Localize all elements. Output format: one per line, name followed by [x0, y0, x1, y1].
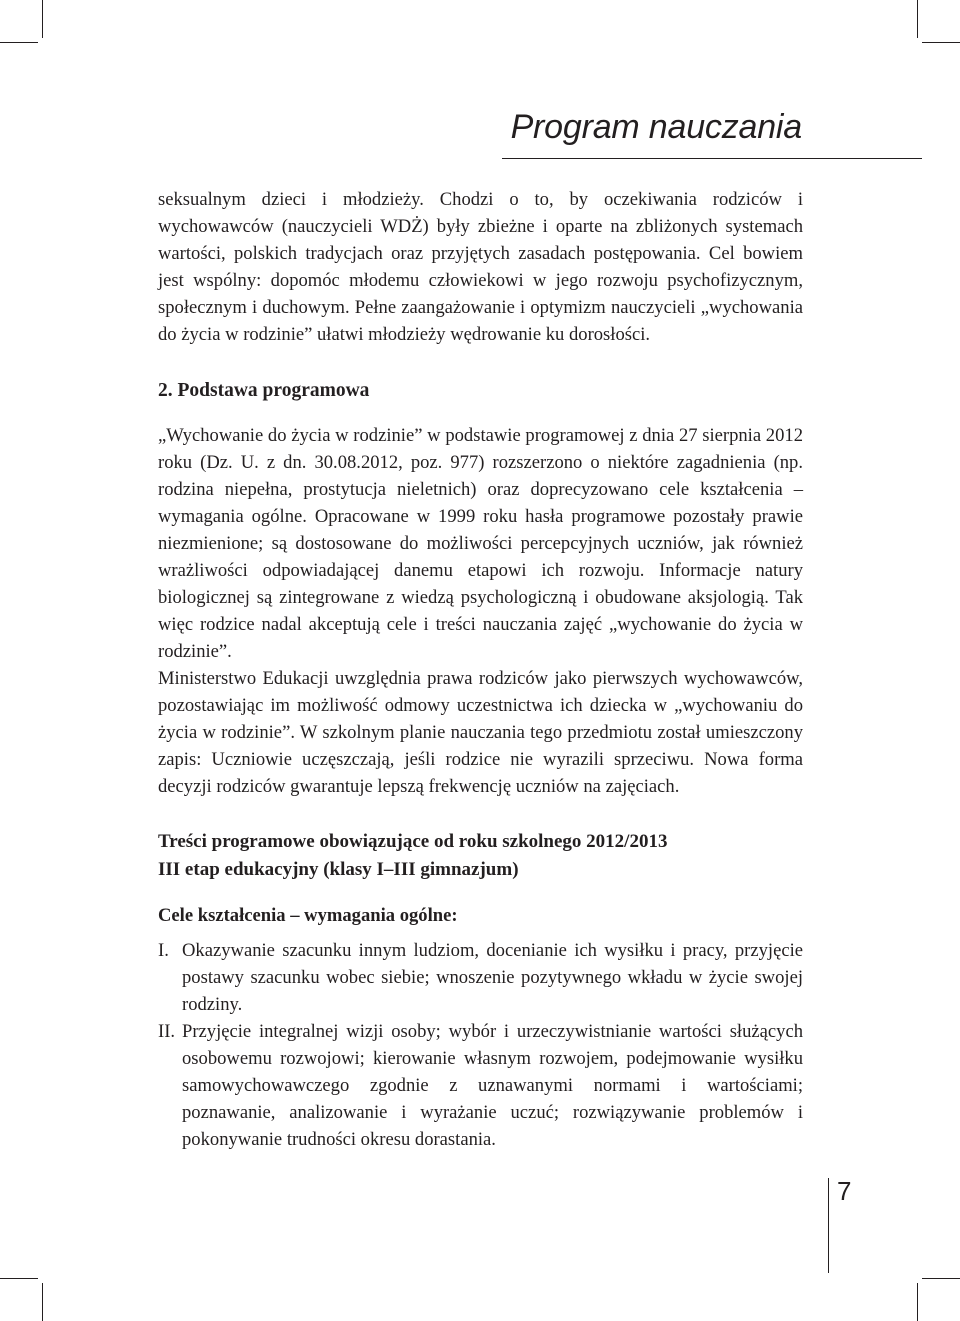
section-paragraph: Ministerstwo Edukacji uwzględnia prawa rodziców jako pierwszych wychowawców, pozostawiając im możliwość odmowy uczestnictwa ich dziecka w „wychowaniu do życia w rodzinie”. W szkolnym planie nauczania tego przedmiotu został umieszczony zapis: Uczniowie uczęszczają, jeśli rodzice nie wyrazili sprzeciwu. Nowa forma decyzji rodziców gwarantuje lepszą frekwencję uczniów na zajęciach. — [158, 668, 803, 797]
crop-mark-bottom-left-vertical — [42, 1283, 43, 1321]
page-content — [158, 186, 803, 1153]
header-rule — [502, 158, 922, 159]
list-item-marker: I. — [158, 940, 169, 961]
crop-mark-bottom-right-horizontal — [922, 1278, 960, 1279]
crop-mark-bottom-left-horizontal — [0, 1278, 38, 1279]
page-number-rule — [828, 1178, 829, 1273]
crop-mark-top-right-vertical — [917, 0, 918, 38]
section-paragraph: „Wychowanie do życia w rodzinie” w podstawie programowej z dnia 27 sierpnia 2012 roku (Dz. U. z dn. 30.08.2012, poz. 977) rozszerzono o niektóre zagadnienia (np. rodzina niepełna, prostytucja nieletnich) oraz doprecyzowano cele kształcenia – wymagania ogólne. Opracowane w 1999 roku hasła programowe pozostały prawie niezmienione; są dostosowane do możliwości percepcyjnych uczniów, jak również wrażliwości odpowiadającej danemu etapowi ich rozwoju. Informacje natury biologicznej są zintegrowane z wiedzą psychologiczną i obudowane aksjologią. Tak więc rodzice nadal akceptują cele i treści nauczania zajęć „wychowanie do życia w rodzinie”. — [158, 425, 803, 662]
page-number: 7 — [837, 1176, 852, 1206]
program-heading — [158, 828, 803, 884]
program-heading-line: Treści programowe obowiązujące od roku szkolnego 2012/2013 — [158, 831, 668, 852]
list-item-text: Okazywanie szacunku innym ludziom, docenianie ich wysiłku i pracy, przyjęcie postawy szacunku wobec siebie; wnoszenie pozytywnego wkładu w życie swojej rodziny. — [182, 940, 803, 1015]
section-heading: 2. Podstawa programowa — [158, 380, 370, 401]
goals-heading: Cele kształcenia – wymagania ogólne: — [158, 905, 458, 926]
goals-list — [158, 937, 803, 1153]
crop-mark-top-left-horizontal — [0, 42, 38, 43]
list-item — [158, 1018, 803, 1153]
list-item — [158, 937, 803, 1018]
program-heading-line: III etap edukacyjny (klasy I–III gimnazjum) — [158, 859, 519, 880]
list-item-marker: II. — [158, 1021, 176, 1042]
intro-paragraph: seksualnym dzieci i młodzieży. Chodzi o to, by oczekiwania rodziców i wychowawców (nauczycieli WDŻ) były zbieżne i oparte na zbliżonych systemach wartości, polskich tradycjach oraz przyjętych zasadach postępowania. Cel bowiem jest wspólny: dopomóc młodemu człowiekowi w jego rozwoju psychofizycznym, społecznym i duchowym. Pełne zaangażowanie i optymizm nauczycieli „wychowania do życia w rodzinie” ułatwi młodzieży wędrowanie ku dorosłości. — [158, 189, 803, 345]
crop-mark-top-left-vertical — [42, 0, 43, 38]
list-item-text: Przyjęcie integralnej wizji osoby; wybór i urzeczywistnianie wartości służących osobowemu rozwojowi; kierowanie własnym rozwojem, podejmowanie wysiłku samowychowawczego zgodnie z uznawanymi normami i wartościami; poznawanie, analizowanie i wyrażanie uczuć; rozwiązywanie problemów i pokonywanie trudności okresu dorastania. — [182, 1021, 803, 1150]
crop-mark-bottom-right-vertical — [917, 1283, 918, 1321]
running-header-title: Program nauczania — [510, 108, 802, 146]
crop-mark-top-right-horizontal — [922, 42, 960, 43]
